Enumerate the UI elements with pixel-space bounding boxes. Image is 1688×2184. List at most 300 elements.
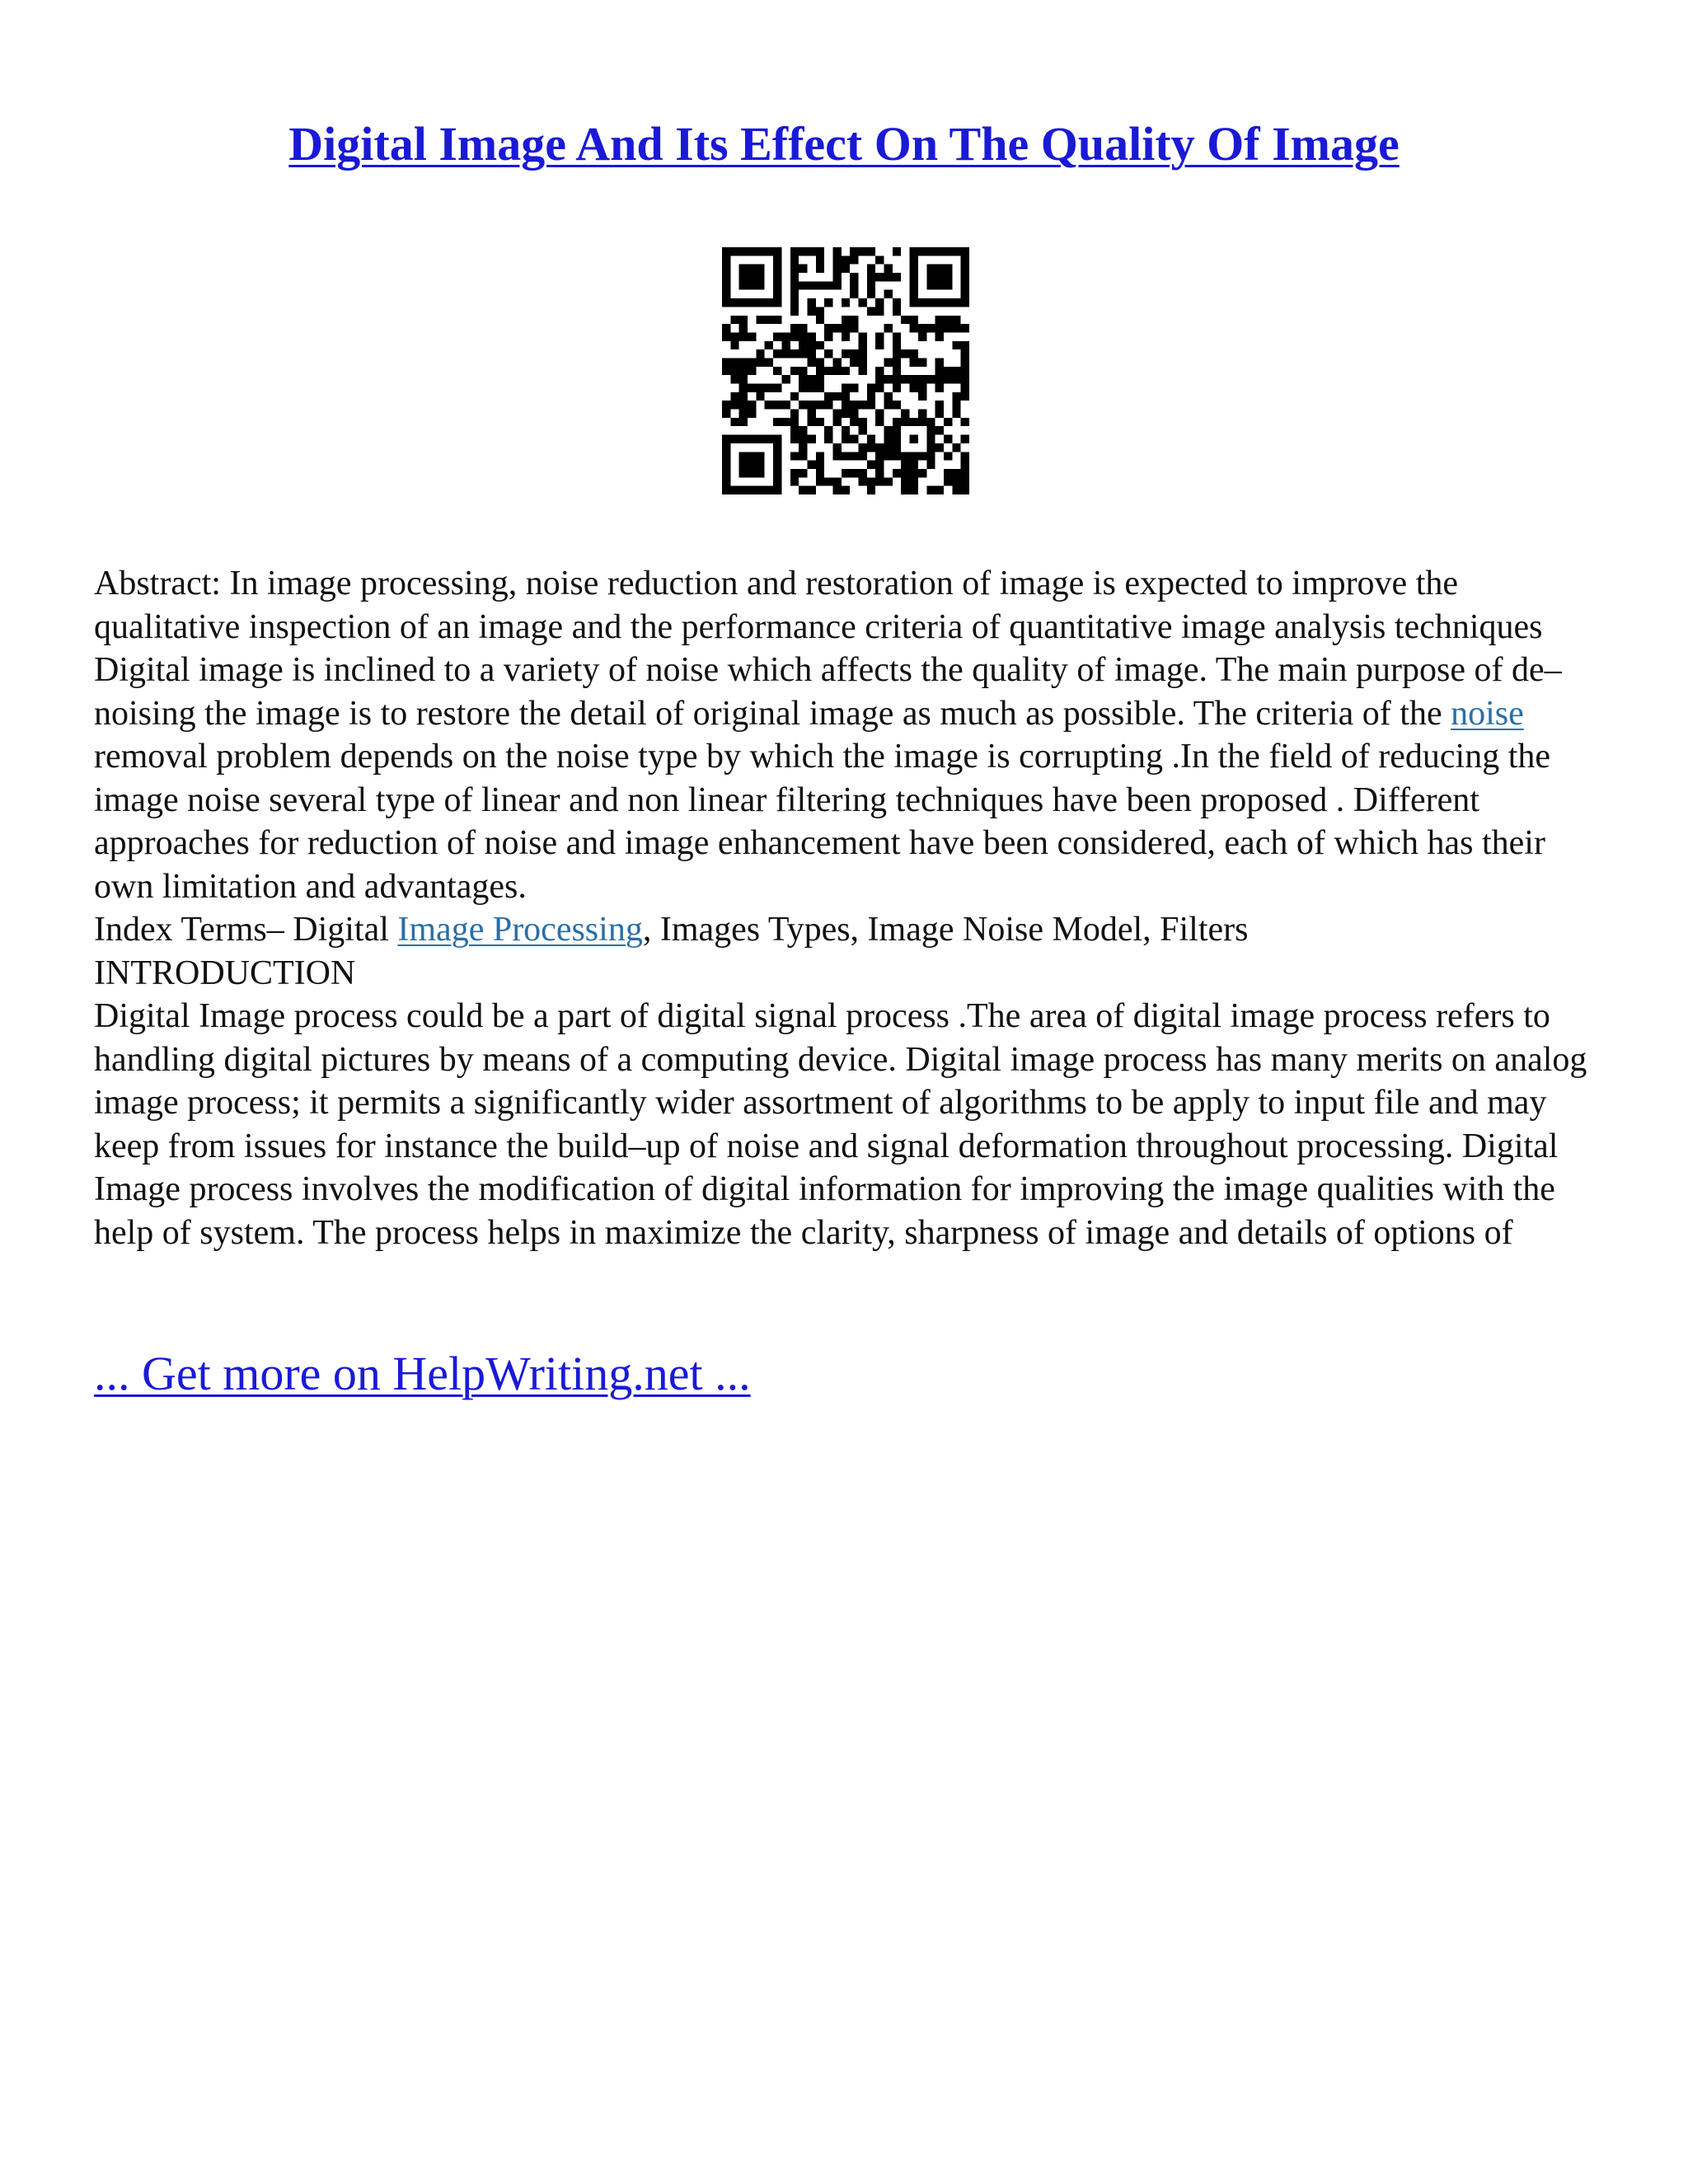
qr-module [799,401,807,409]
qr-module [867,461,875,469]
qr-module [739,392,748,401]
qr-module [910,298,918,307]
article-body [94,562,1602,1254]
qr-module [952,375,960,383]
qr-module [748,273,756,281]
qr-module [867,477,875,485]
qr-module [756,265,764,273]
qr-module [944,469,952,477]
qr-module [722,486,730,494]
qr-module [790,298,799,307]
qr-module [893,247,901,255]
qr-module [842,265,850,273]
qr-module [816,281,824,289]
qr-module [875,255,884,264]
qr-module [773,435,781,443]
qr-module [773,247,781,255]
qr-module [739,384,748,392]
qr-module [910,435,918,443]
qr-module [790,324,799,332]
qr-module [884,290,893,298]
qr-module [935,401,944,409]
qr-module [875,384,884,392]
qr-module [952,392,960,401]
qr-module [901,486,909,494]
qr-module [867,435,875,443]
qr-module [748,435,756,443]
qr-module [952,469,960,477]
qr-module [961,290,969,298]
qr-module [773,298,781,307]
qr-module [832,410,841,418]
qr-module [824,392,832,401]
qr-module [756,298,764,307]
qr-module [781,332,790,340]
qr-module [842,469,850,477]
qr-module [773,384,781,392]
qr-module [875,443,884,452]
qr-module [832,324,841,332]
qr-module [875,469,884,477]
qr-module [926,324,935,332]
qr-module [765,316,773,324]
qr-module [875,367,884,375]
qr-module [893,443,901,452]
qr-module [832,358,841,366]
image-processing-link[interactable]: Image Processing [397,911,643,949]
qr-module [832,281,841,289]
qr-module [790,452,799,460]
qr-module [730,418,738,426]
qr-module [773,461,781,469]
qr-module [842,316,850,324]
qr-module [850,290,858,298]
qr-module [722,298,730,307]
qr-module [961,392,969,401]
qr-module [893,435,901,443]
qr-module [859,401,867,409]
qr-module [842,349,850,358]
qr-module [867,486,875,494]
qr-module [893,332,901,340]
qr-module [807,401,815,409]
qr-module [884,324,893,332]
qr-module [790,435,799,443]
qr-module [944,477,952,485]
qr-module [893,298,901,307]
qr-module [765,247,773,255]
qr-module [918,410,926,418]
qr-module [807,486,815,494]
introduction-paragraph: Digital Image process could be a part of digital signal process .The area of digital image process refers to handling digital pictures by means of a computing device. Digital image process has many merits on analog image process; it permits a significantly wider assortment of algorithms to be apply to input file and may keep from issues for instance the build–up of noise and signal deformation throughout processing. Digital Image process involves the modification of digital information for improving the image qualities with the help of system. The process helps in maximize the clarity, sharpness of image and details of options of [94,997,1587,1252]
qr-module [730,316,738,324]
qr-module [867,443,875,452]
qr-module [781,349,790,358]
qr-module [875,410,884,418]
qr-module [926,443,935,452]
qr-module [748,410,756,418]
qr-module [773,273,781,281]
qr-module [816,469,824,477]
qr-module [850,349,858,358]
qr-module [944,375,952,383]
qr-module [799,375,807,383]
get-more-link[interactable]: ... Get more on HelpWriting.net ... [94,1347,751,1400]
qr-module [799,426,807,434]
qr-module [842,324,850,332]
qr-module [875,375,884,383]
qr-module [773,401,781,409]
qr-module [799,349,807,358]
qr-module [850,281,858,289]
qr-module [961,281,969,289]
qr-module [756,281,764,289]
qr-module [773,477,781,485]
qr-module [832,247,841,255]
qr-module [875,273,884,281]
qr-module [816,477,824,485]
qr-module [867,281,875,289]
qr-module [790,418,799,426]
qr-module [944,316,952,324]
qr-module [722,452,730,460]
qr-module [816,401,824,409]
qr-module [748,358,756,366]
qr-module [722,324,730,332]
qr-module [799,452,807,460]
qr-module [799,281,807,289]
qr-module [773,349,781,358]
qr-module [730,435,738,443]
qr-module [832,443,841,452]
qr-module [935,265,944,273]
qr-module [832,255,841,264]
qr-module [926,452,935,460]
qr-module [893,273,901,281]
qr-module [730,367,738,375]
qr-module [926,273,935,281]
qr-module [722,290,730,298]
qr-module [935,367,944,375]
qr-module [926,418,935,426]
qr-module [935,426,944,434]
qr-module [910,281,918,289]
qr-module [790,332,799,340]
qr-module [859,298,867,307]
qr-module [859,247,867,255]
qr-module [884,265,893,273]
qr-module [832,418,841,426]
qr-module [790,255,799,264]
qr-module [739,469,748,477]
qr-module [824,281,832,289]
qr-module [952,316,960,324]
qr-module [875,477,884,485]
qr-module [842,384,850,392]
qr-module [790,290,799,298]
qr-module [722,401,730,409]
qr-module [722,265,730,273]
qr-module [756,392,764,401]
qr-module [901,410,909,418]
qr-module [765,435,773,443]
qr-module [850,401,858,409]
qr-module [748,332,756,340]
qr-module [739,298,748,307]
qr-module [816,461,824,469]
qr-module [952,477,960,485]
qr-module [756,486,764,494]
qr-module [859,358,867,366]
qr-module [748,298,756,307]
qr-module [901,469,909,477]
qr-module [859,443,867,452]
qr-module [944,265,952,273]
qr-module [739,358,748,366]
qr-module [910,324,918,332]
qr-module [884,435,893,443]
qr-module [790,247,799,255]
qr-module [884,426,893,434]
qr-module [799,469,807,477]
qr-module [935,316,944,324]
qr-module [730,486,738,494]
qr-module [893,469,901,477]
qr-module [832,477,841,485]
qr-module [773,316,781,324]
qr-module [730,375,738,383]
qr-module [807,332,815,340]
qr-module [926,426,935,434]
qr-module [832,452,841,460]
qr-module [850,418,858,426]
qr-module [842,452,850,460]
qr-module [944,273,952,281]
qr-module [739,410,748,418]
qr-module [850,247,858,255]
qr-module [867,273,875,281]
qr-module [739,435,748,443]
qr-module [807,375,815,383]
qr-module [910,255,918,264]
qr-module [722,273,730,281]
qr-module [952,298,960,307]
qr-module [961,255,969,264]
qr-module [918,384,926,392]
qr-module [859,367,867,375]
qr-module [790,410,799,418]
qr-module [935,384,944,392]
qr-module [739,324,748,332]
qr-module [944,247,952,255]
qr-module [850,452,858,460]
qr-module [730,401,738,409]
qr-module [850,273,858,281]
qr-module [918,358,926,366]
qr-module [893,358,901,366]
qr-module [850,324,858,332]
qr-module [824,401,832,409]
qr-module [756,273,764,281]
noise-link[interactable]: noise [1451,694,1524,733]
qr-module [884,443,893,452]
qr-module [918,375,926,383]
qr-module [893,367,901,375]
qr-module [824,332,832,340]
qr-module [935,486,944,494]
qr-module [867,265,875,273]
qr-module [730,392,738,401]
qr-module [816,307,824,315]
qr-module [773,290,781,298]
qr-module [961,486,969,494]
qr-module [807,418,815,426]
qr-module [799,332,807,340]
qr-module [790,426,799,434]
qr-module [781,375,790,383]
qr-module [918,247,926,255]
qr-module [722,469,730,477]
qr-module [832,367,841,375]
qr-module [935,324,944,332]
qr-module [901,349,909,358]
qr-module [748,469,756,477]
qr-module [910,384,918,392]
qr-module [859,341,867,349]
qr-module [961,265,969,273]
qr-module [935,247,944,255]
qr-module [850,316,858,324]
qr-module [739,375,748,383]
qr-module [799,384,807,392]
qr-module [850,410,858,418]
qr-module [790,349,799,358]
title-link[interactable]: Digital Image And Its Effect On The Quality Of Image [288,117,1400,171]
qr-module [850,435,858,443]
qr-module [952,247,960,255]
qr-module [918,392,926,401]
qr-module [893,307,901,315]
qr-module [816,255,824,264]
qr-module [765,384,773,392]
qr-module [935,375,944,383]
qr-module [918,324,926,332]
qr-module [722,358,730,366]
qr-module [799,486,807,494]
qr-module [781,418,790,426]
qr-module [944,324,952,332]
qr-module [961,477,969,485]
qr-module [816,367,824,375]
qr-module [748,247,756,255]
qr-module [756,358,764,366]
qr-module [824,435,832,443]
qr-module [807,410,815,418]
qr-module [807,349,815,358]
qr-module [859,452,867,460]
qr-module [884,273,893,281]
qr-module [773,332,781,340]
qr-module [756,461,764,469]
qr-module [935,332,944,340]
qr-module [910,452,918,460]
qr-module [816,358,824,366]
qr-module [773,255,781,264]
qr-module [910,358,918,366]
qr-module [935,298,944,307]
qr-module [799,265,807,273]
qr-module [859,426,867,434]
qr-module [961,367,969,375]
qr-module [832,265,841,273]
qr-module [901,452,909,460]
qr-module [773,443,781,452]
qr-module [739,418,748,426]
qr-module [875,418,884,426]
qr-module [773,367,781,375]
qr-module [756,452,764,460]
qr-module [850,469,858,477]
abstract-text-end: removal problem depends on the noise type by which the image is corrupting .In the field of reducing the image noise several type of linear and non linear filtering techniques have been proposed . Different approaches for reduction of noise and image enhancement have been considered, each of which has their own limitation and advantages. [94,738,1551,906]
qr-module [926,281,935,289]
qr-module [884,375,893,383]
qr-module [867,401,875,409]
qr-module [739,247,748,255]
qr-module [824,477,832,485]
qr-module [739,281,748,289]
qr-module [944,298,952,307]
qr-module [935,273,944,281]
qr-module [918,418,926,426]
qr-module [765,298,773,307]
qr-module [807,298,815,307]
qr-module [867,307,875,315]
qr-module [748,265,756,273]
qr-module [807,281,815,289]
qr-module [722,477,730,485]
abstract-paragraph [94,562,1602,908]
qr-module [901,477,909,485]
qr-module [859,418,867,426]
qr-module [910,486,918,494]
qr-module [910,316,918,324]
qr-module [875,452,884,460]
qr-module [739,452,748,460]
qr-module [961,349,969,358]
qr-module [884,477,893,485]
qr-module [867,290,875,298]
qr-module [816,247,824,255]
get-more-line [94,1345,751,1403]
qr-module [756,316,764,324]
qr-module [773,452,781,460]
qr-module [842,255,850,264]
qr-module [739,316,748,324]
qr-module [867,247,875,255]
qr-module [799,367,807,375]
qr-module [910,273,918,281]
qr-module [875,461,884,469]
qr-module [901,375,909,383]
qr-module [722,247,730,255]
qr-module [944,367,952,375]
qr-module [739,486,748,494]
qr-module [765,486,773,494]
qr-module [859,469,867,477]
qr-code-icon [722,247,969,494]
qr-module [816,418,824,426]
qr-module [926,461,935,469]
